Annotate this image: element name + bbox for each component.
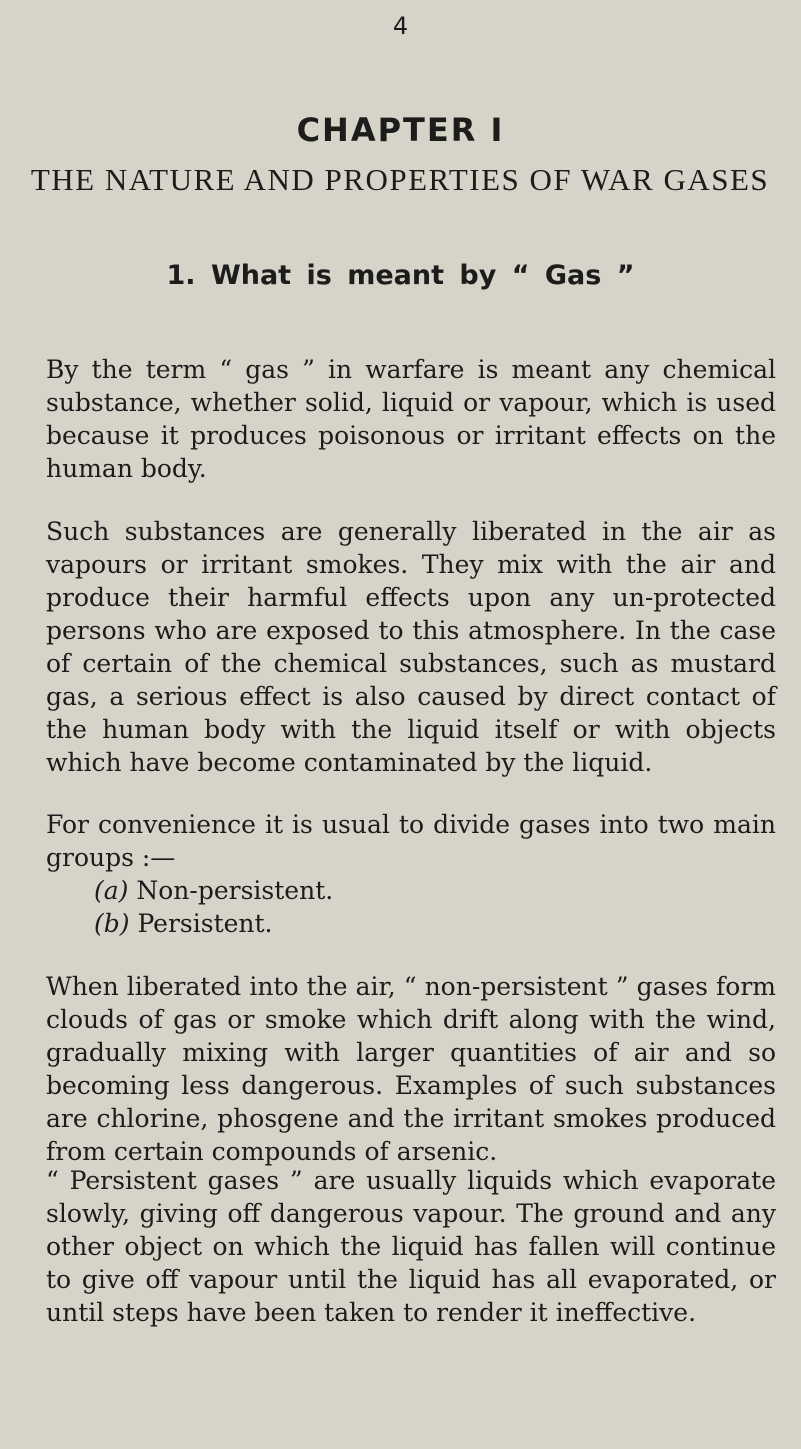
paragraph-non-persistent: When liberated into the air, “ non-persistent ” gases form clouds of gas or smoke which drift along with the wind, gradually mixing with larger quantities of air and so becoming less dangerous. Examples of such substances are chlorine, phosgene and the irritant smokes produced from certain compounds of arsenic. [46,972,776,1166]
chapter-label: CHAPTER I [296,111,505,149]
list-item-label: (b) [94,909,130,938]
paragraph-groups-intro: For convenience it is usual to divide gases into two main groups :— [46,810,776,872]
list-item-label: (a) [94,876,129,905]
list-item [94,874,694,907]
chapter-title: THE NATURE AND PROPERTIES OF WAR GASES [30,162,770,197]
list-item [94,907,694,940]
groups-list [94,874,694,940]
paragraph-liberation: Such substances are generally liberated in the air as vapours or irritant smokes. They mix with the air and produce their harmful effects upon any un-protected persons who are exposed to this atmosphere. In the case of certain of the chemical substances, such as mustard gas, a serious effect is also caused by direct contact of the human body with the liquid itself or with objects which have become contaminated by the liquid. [46,517,776,777]
section-heading: 1. What is meant by “ Gas ” [166,260,635,291]
list-item-text: Persistent. [137,909,273,938]
paragraph-persistent: “ Persistent gases ” are usually liquids which evaporate slowly, giving off dangerous vapour. The ground and any other object on which the liquid has fallen will continue to give off vapour until the liquid has all evaporated, or until steps have been taken to render it ineffective. [46,1166,776,1327]
list-item-text: Non-persistent. [136,876,334,905]
paragraph-definition: By the term “ gas ” in warfare is meant any chemical substance, whether solid, liquid or vapour, which is used because it produces poisonous or irritant effects on the human body. [46,355,776,483]
page-number: 4 [392,12,409,40]
